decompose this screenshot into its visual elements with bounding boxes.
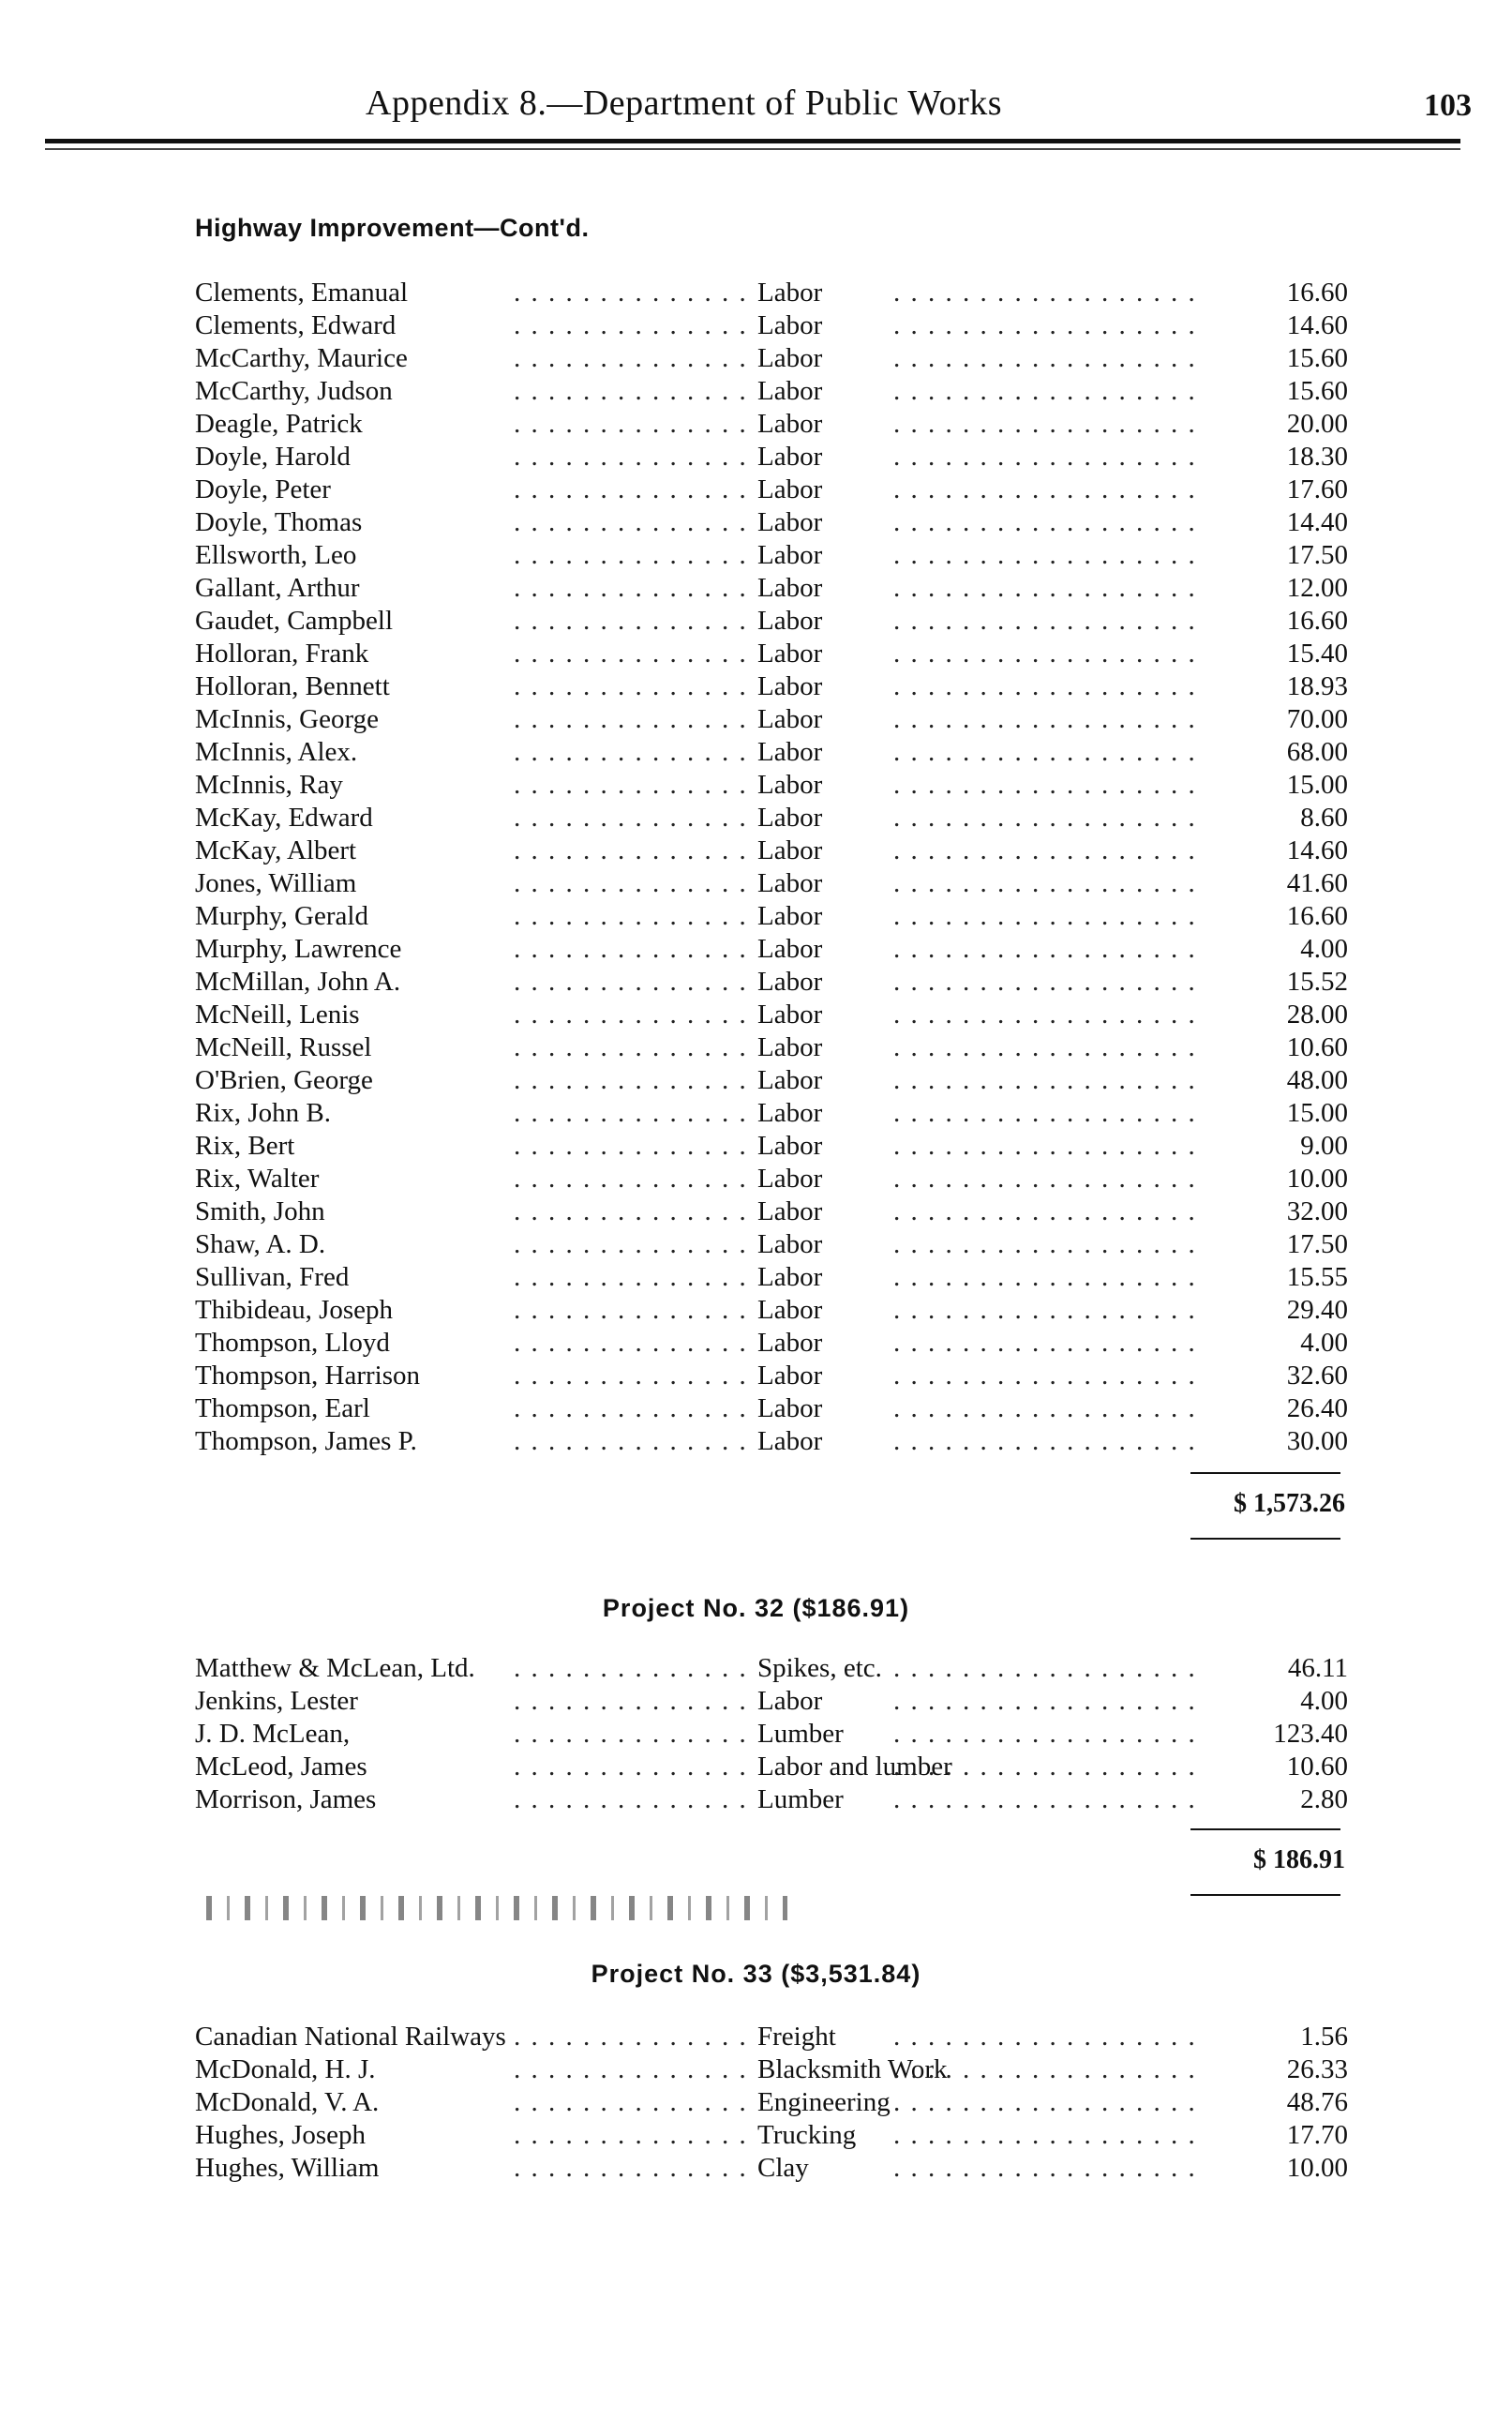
payee-name: McNeill, Russel [195, 1032, 372, 1062]
ledger-row [195, 999, 1348, 1031]
service-description: Labor [757, 934, 823, 964]
amount: 18.93 [1286, 671, 1348, 701]
service-description: Labor [757, 1295, 823, 1325]
amount: 10.00 [1286, 2153, 1348, 2183]
dot-leader [893, 966, 1198, 999]
payee-name: Jones, William [195, 868, 357, 898]
dot-leader [893, 1097, 1198, 1130]
project-32-total: $ 186.91 [1253, 1845, 1345, 1874]
payee-name: Doyle, Peter [195, 474, 331, 504]
dot-leader [514, 474, 753, 506]
payee-name: Thompson, Harrison [195, 1361, 421, 1391]
dot-leader [514, 1064, 753, 1097]
ledger-row [195, 2053, 1348, 2086]
highway-ledger [195, 277, 1348, 1458]
service-description: Labor [757, 278, 823, 308]
ledger-row [195, 1228, 1348, 1261]
dot-leader [893, 1294, 1198, 1327]
dot-leader [514, 572, 753, 605]
dot-leader [514, 2119, 753, 2152]
amount: 15.60 [1286, 376, 1348, 406]
amount: 4.00 [1300, 934, 1348, 964]
amount: 15.52 [1286, 967, 1348, 997]
dot-leader [893, 933, 1198, 966]
amount: 17.60 [1286, 474, 1348, 504]
amount: 16.60 [1286, 278, 1348, 308]
dot-leader [893, 2053, 1198, 2086]
dot-leader [893, 1064, 1198, 1097]
amount: 48.00 [1286, 1065, 1348, 1095]
amount: 10.60 [1286, 1032, 1348, 1062]
dot-leader [893, 1783, 1198, 1816]
service-description: Labor [757, 639, 823, 669]
amount: 4.00 [1300, 1328, 1348, 1358]
payee-name: Matthew & McLean, Ltd. [195, 1653, 475, 1683]
ledger-row [195, 1064, 1348, 1097]
dot-leader [893, 835, 1198, 867]
payee-name: McDonald, H. J. [195, 2054, 376, 2084]
payee-name: McLeod, James [195, 1752, 367, 1782]
service-description: Labor [757, 442, 823, 472]
ledger-row [195, 309, 1348, 342]
service-description: Labor [757, 835, 823, 865]
ledger-row [195, 736, 1348, 769]
dot-leader [893, 1685, 1198, 1718]
dot-leader [893, 277, 1198, 309]
dot-leader [514, 1228, 753, 1261]
ledger-row [195, 1360, 1348, 1392]
dot-leader [514, 342, 753, 375]
payee-name: Gallant, Arthur [195, 573, 360, 603]
service-description: Labor [757, 1000, 823, 1030]
amount: 18.30 [1286, 442, 1348, 472]
service-description: Labor [757, 1426, 823, 1456]
ledger-row [195, 1751, 1348, 1783]
dot-leader [514, 999, 753, 1031]
dot-leader [514, 277, 753, 309]
service-description: Labor [757, 671, 823, 701]
ledger-row [195, 802, 1348, 835]
service-description: Labor [757, 901, 823, 931]
amount: 8.60 [1300, 803, 1348, 833]
payee-name: Hughes, William [195, 2153, 380, 2183]
ledger-row [195, 966, 1348, 999]
project-32-total-rule [1190, 1894, 1340, 1896]
dot-leader [893, 1751, 1198, 1783]
ledger-row [195, 572, 1348, 605]
ledger-row [195, 1718, 1348, 1751]
payee-name: Smith, John [195, 1196, 325, 1226]
ledger-row [195, 900, 1348, 933]
dot-leader [514, 933, 753, 966]
dot-leader [514, 1392, 753, 1425]
dot-leader [893, 703, 1198, 736]
project-32-subtotal-rule [1190, 1828, 1340, 1830]
dot-leader [893, 1360, 1198, 1392]
project-32-heading: Project No. 32 ($186.91) [602, 1594, 910, 1622]
payee-name: O'Brien, George [195, 1065, 373, 1095]
service-description: Labor [757, 1361, 823, 1391]
payee-name: Doyle, Thomas [195, 507, 363, 537]
payee-name: Jenkins, Lester [195, 1686, 358, 1716]
ledger-row [195, 474, 1348, 506]
amount: 68.00 [1286, 737, 1348, 767]
dot-leader [514, 1783, 753, 1816]
service-description: Labor [757, 1098, 823, 1128]
amount: 41.60 [1286, 868, 1348, 898]
total-rule [1190, 1538, 1340, 1540]
dot-leader [514, 1652, 753, 1685]
dot-leader [893, 670, 1198, 703]
amount: 15.00 [1286, 770, 1348, 800]
dot-leader [514, 375, 753, 408]
amount: 15.00 [1286, 1098, 1348, 1128]
payee-name: Shaw, A. D. [195, 1229, 326, 1259]
service-description: Labor [757, 967, 823, 997]
service-description: Labor [757, 507, 823, 537]
dot-leader [893, 1327, 1198, 1360]
header-rule [45, 139, 1460, 143]
ledger-row [195, 539, 1348, 572]
dot-leader [893, 1392, 1198, 1425]
dot-leader [893, 506, 1198, 539]
dot-leader [514, 1718, 753, 1751]
dot-leader [514, 506, 753, 539]
dot-leader [514, 1031, 753, 1064]
dot-leader [893, 408, 1198, 441]
dot-leader [514, 1751, 753, 1783]
payee-name: Murphy, Lawrence [195, 934, 402, 964]
amount: 48.76 [1286, 2087, 1348, 2117]
service-description: Labor [757, 573, 823, 603]
amount: 16.60 [1286, 901, 1348, 931]
ledger-row [195, 1783, 1348, 1816]
ledger-row [195, 1163, 1348, 1195]
ledger-row [195, 769, 1348, 802]
ledger-row [195, 1327, 1348, 1360]
dot-leader [893, 1195, 1198, 1228]
dot-leader [893, 867, 1198, 900]
payee-name: Murphy, Gerald [195, 901, 368, 931]
payee-name: McNeill, Lenis [195, 1000, 360, 1030]
service-description: Clay [757, 2153, 809, 2183]
dot-leader [514, 2152, 753, 2185]
dot-leader [893, 1163, 1198, 1195]
amount: 26.33 [1286, 2054, 1348, 2084]
amount: 17.70 [1286, 2120, 1348, 2150]
amount: 4.00 [1300, 1686, 1348, 1716]
amount: 15.60 [1286, 343, 1348, 373]
service-description: Freight [757, 2022, 836, 2052]
payee-name: McInnis, Alex. [195, 737, 358, 767]
ledger-row [195, 1294, 1348, 1327]
service-description: Spikes, etc. [757, 1653, 882, 1683]
amount: 32.00 [1286, 1196, 1348, 1226]
service-description: Labor [757, 1131, 823, 1161]
dot-leader [514, 605, 753, 638]
ledger-row [195, 1097, 1348, 1130]
amount: 14.40 [1286, 507, 1348, 537]
ledger-row [195, 1130, 1348, 1163]
amount: 20.00 [1286, 409, 1348, 439]
payee-name: Deagle, Patrick [195, 409, 363, 439]
dot-leader [893, 1718, 1198, 1751]
amount: 10.00 [1286, 1164, 1348, 1194]
payee-name: Hughes, Joseph [195, 2120, 367, 2150]
payee-name: McCarthy, Judson [195, 376, 393, 406]
payee-name: Rix, John B. [195, 1098, 332, 1128]
service-description: Labor [757, 1164, 823, 1194]
print-smudge [206, 1896, 787, 1920]
ledger-row [195, 2021, 1348, 2053]
payee-name: McInnis, Ray [195, 770, 343, 800]
dot-leader [514, 1294, 753, 1327]
service-description: Labor [757, 1393, 823, 1423]
ledger-row [195, 1031, 1348, 1064]
service-description: Labor and lumber [757, 1752, 952, 1782]
project-32-ledger [195, 1652, 1348, 1816]
ledger-row [195, 375, 1348, 408]
ledger-row [195, 867, 1348, 900]
payee-name: McDonald, V. A. [195, 2087, 380, 2117]
dot-leader [514, 2086, 753, 2119]
ledger-row [195, 605, 1348, 638]
amount: 16.60 [1286, 606, 1348, 636]
amount: 9.00 [1300, 1131, 1348, 1161]
project-33-ledger [195, 2021, 1348, 2185]
dot-leader [893, 309, 1198, 342]
ledger-row [195, 2119, 1348, 2152]
payee-name: Thompson, James P. [195, 1426, 417, 1456]
dot-leader [514, 408, 753, 441]
ledger-row [195, 506, 1348, 539]
ledger-row [195, 703, 1348, 736]
dot-leader [893, 1130, 1198, 1163]
page-header [150, 83, 1472, 139]
payee-name: Canadian National Railways [195, 2022, 506, 2052]
service-description: Labor [757, 540, 823, 570]
payee-name: Thompson, Earl [195, 1393, 370, 1423]
amount: 28.00 [1286, 1000, 1348, 1030]
amount: 29.40 [1286, 1295, 1348, 1325]
dot-leader [893, 375, 1198, 408]
dot-leader [893, 1031, 1198, 1064]
amount: 15.55 [1286, 1262, 1348, 1292]
dot-leader [514, 309, 753, 342]
dot-leader [893, 2021, 1198, 2053]
dot-leader [514, 539, 753, 572]
section-heading: Highway Improvement—Cont'd. [195, 214, 590, 242]
amount: 14.60 [1286, 310, 1348, 340]
amount: 26.40 [1286, 1393, 1348, 1423]
payee-name: Clements, Emanual [195, 278, 409, 308]
payee-name: Rix, Walter [195, 1164, 320, 1194]
dot-leader [893, 900, 1198, 933]
ledger-row [195, 1392, 1348, 1425]
dot-leader [514, 802, 753, 835]
payee-name: McInnis, George [195, 704, 379, 734]
service-description: Labor [757, 1262, 823, 1292]
amount: 15.40 [1286, 639, 1348, 669]
dot-leader [514, 2053, 753, 2086]
payee-name: Sullivan, Fred [195, 1262, 350, 1292]
ledger-row [195, 1685, 1348, 1718]
dot-leader [514, 1261, 753, 1294]
dot-leader [514, 1327, 753, 1360]
dot-leader [893, 638, 1198, 670]
dot-leader [514, 966, 753, 999]
payee-name: Holloran, Bennett [195, 671, 390, 701]
dot-leader [893, 441, 1198, 474]
ledger-row [195, 277, 1348, 309]
ledger-row [195, 933, 1348, 966]
payee-name: J. D. McLean, [195, 1719, 351, 1749]
amount: 10.60 [1286, 1752, 1348, 1782]
dot-leader [514, 2021, 753, 2053]
payee-name: Thibideau, Joseph [195, 1295, 394, 1325]
dot-leader [514, 867, 753, 900]
ledger-row [195, 441, 1348, 474]
dot-leader [514, 769, 753, 802]
dot-leader [893, 2152, 1198, 2185]
dot-leader [893, 1425, 1198, 1458]
dot-leader [893, 736, 1198, 769]
ledger-row [195, 1425, 1348, 1458]
payee-name: McKay, Edward [195, 803, 373, 833]
dot-leader [893, 474, 1198, 506]
payee-name: Thompson, Lloyd [195, 1328, 390, 1358]
dot-leader [893, 2119, 1198, 2152]
dot-leader [514, 1195, 753, 1228]
dot-leader [893, 539, 1198, 572]
ledger-row [195, 2152, 1348, 2185]
dot-leader [514, 1425, 753, 1458]
service-description: Labor [757, 376, 823, 406]
service-description: Labor [757, 704, 823, 734]
dot-leader [514, 441, 753, 474]
amount: 46.11 [1287, 1653, 1348, 1683]
subtotal-rule [1190, 1472, 1340, 1474]
service-description: Labor [757, 737, 823, 767]
section-total: $ 1,573.26 [1234, 1489, 1345, 1518]
service-description: Labor [757, 1328, 823, 1358]
dot-leader [514, 1360, 753, 1392]
ledger-row [195, 408, 1348, 441]
service-description: Labor [757, 310, 823, 340]
payee-name: McMillan, John A. [195, 967, 401, 997]
dot-leader [514, 1097, 753, 1130]
service-description: Lumber [757, 1719, 844, 1749]
dot-leader [514, 1163, 753, 1195]
dot-leader [514, 1685, 753, 1718]
amount: 30.00 [1286, 1426, 1348, 1456]
service-description: Engineering [757, 2087, 891, 2117]
ledger-row [195, 638, 1348, 670]
ledger-row [195, 342, 1348, 375]
service-description: Labor [757, 770, 823, 800]
amount: 1.56 [1300, 2022, 1348, 2052]
service-description: Labor [757, 1032, 823, 1062]
amount: 32.60 [1286, 1361, 1348, 1391]
service-description: Labor [757, 1196, 823, 1226]
service-description: Labor [757, 606, 823, 636]
ledger-row [195, 1261, 1348, 1294]
dot-leader [893, 1228, 1198, 1261]
service-description: Trucking [757, 2120, 857, 2150]
service-description: Labor [757, 803, 823, 833]
project-33-heading: Project No. 33 ($3,531.84) [591, 1960, 921, 1988]
dot-leader [893, 605, 1198, 638]
ledger-row [195, 835, 1348, 867]
payee-name: Holloran, Frank [195, 639, 369, 669]
service-description: Blacksmith Work [757, 2054, 948, 2084]
header-rule-thin [45, 148, 1460, 150]
dot-leader [514, 670, 753, 703]
service-description: Labor [757, 868, 823, 898]
service-description: Labor [757, 1229, 823, 1259]
dot-leader [514, 703, 753, 736]
amount: 12.00 [1286, 573, 1348, 603]
service-description: Labor [757, 1065, 823, 1095]
dot-leader [893, 999, 1198, 1031]
payee-name: Morrison, James [195, 1784, 377, 1814]
dot-leader [514, 638, 753, 670]
dot-leader [893, 1261, 1198, 1294]
dot-leader [514, 736, 753, 769]
dot-leader [514, 835, 753, 867]
amount: 123.40 [1273, 1719, 1348, 1749]
service-description: Lumber [757, 1784, 844, 1814]
dot-leader [893, 769, 1198, 802]
dot-leader [893, 572, 1198, 605]
payee-name: Doyle, Harold [195, 442, 351, 472]
payee-name: McCarthy, Maurice [195, 343, 408, 373]
amount: 14.60 [1286, 835, 1348, 865]
ledger-row [195, 1652, 1348, 1685]
amount: 70.00 [1286, 704, 1348, 734]
payee-name: McKay, Albert [195, 835, 357, 865]
ledger-row [195, 670, 1348, 703]
payee-name: Clements, Edward [195, 310, 397, 340]
dot-leader [893, 802, 1198, 835]
ledger-row [195, 2086, 1348, 2119]
service-description: Labor [757, 474, 823, 504]
amount: 17.50 [1286, 540, 1348, 570]
payee-name: Rix, Bert [195, 1131, 295, 1161]
dot-leader [893, 2086, 1198, 2119]
service-description: Labor [757, 1686, 823, 1716]
payee-name: Ellsworth, Leo [195, 540, 357, 570]
page-number: 103 [1424, 88, 1472, 123]
dot-leader [514, 900, 753, 933]
ledger-row [195, 1195, 1348, 1228]
dot-leader [514, 1130, 753, 1163]
header-title: Appendix 8.—Department of Public Works [366, 83, 1003, 123]
service-description: Labor [757, 343, 823, 373]
service-description: Labor [757, 409, 823, 439]
amount: 17.50 [1286, 1229, 1348, 1259]
amount: 2.80 [1300, 1784, 1348, 1814]
payee-name: Gaudet, Campbell [195, 606, 394, 636]
dot-leader [893, 342, 1198, 375]
dot-leader [893, 1652, 1198, 1685]
